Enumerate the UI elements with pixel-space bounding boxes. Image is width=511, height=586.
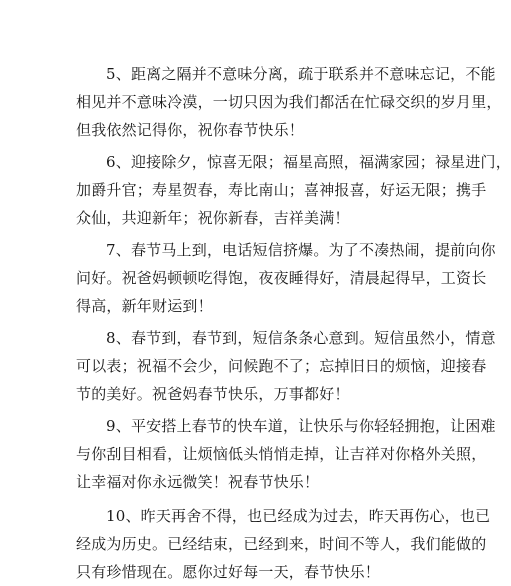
- paragraph-line: 众仙，共迎新年；祝你新春，吉祥美满！: [76, 209, 350, 227]
- paragraph-5: [76, 60, 502, 144]
- paragraph-line: 7、春节马上到，电话短信挤爆。为了不凑热闹，提前向你: [106, 241, 496, 259]
- paragraph-line: 问好。祝爸妈顿顿吃得饱，夜夜睡得好，清晨起得早，工资长: [76, 269, 487, 287]
- paragraph-line: 相见并不意味冷漠，一切只因为我们都活在忙碌交织的岁月里，: [76, 93, 502, 111]
- paragraph-line: 加爵升官；寿星贺春，寿比南山；喜神报喜，好运无限；携手: [76, 181, 487, 199]
- paragraph-line: 只有珍惜现在。愿你过好每一天，春节快乐！: [76, 563, 381, 581]
- paragraph-line: 经成为历史。已经结束，已经到来，时间不等人，我们能做的: [76, 535, 487, 553]
- paragraph-line: 8、春节到，春节到，短信条条心意到。短信虽然小，情意: [106, 329, 496, 347]
- paragraph-10: [76, 502, 491, 586]
- paragraph-6: [76, 148, 511, 232]
- paragraph-line: 10、昨天再舍不得，也已经成为过去，昨天再伤心，也已: [106, 507, 491, 525]
- paragraph-line: 让幸福对你永远微笑！祝春节快乐！: [76, 473, 320, 491]
- paragraph-9: [76, 412, 496, 496]
- paragraph-7: [76, 236, 496, 320]
- paragraph-line: 但我依然记得你，祝你春节快乐！: [76, 121, 305, 139]
- paragraph-8: [76, 324, 496, 408]
- paragraph-line: 5、距离之隔并不意味分离，疏于联系并不意味忘记，不能: [106, 65, 496, 83]
- paragraph-line: 9、平安搭上春节的快车道，让快乐与你轻轻拥抱，让困难: [106, 417, 496, 435]
- paragraph-line: 6、迎接除夕，惊喜无限；福星高照，福满家园；禄星进门，: [106, 153, 511, 171]
- paragraph-line: 节的美好。祝爸妈春节快乐，万事都好！: [76, 385, 350, 403]
- paragraph-line: 可以表；祝福不会少，问候跑不了；忘掉旧日的烦恼，迎接春: [76, 357, 487, 375]
- paragraph-line: 与你刮目相看，让烦恼低头悄悄走掉，让吉祥对你格外关照，: [76, 445, 487, 463]
- paragraph-line: 得高，新年财运到！: [76, 297, 213, 315]
